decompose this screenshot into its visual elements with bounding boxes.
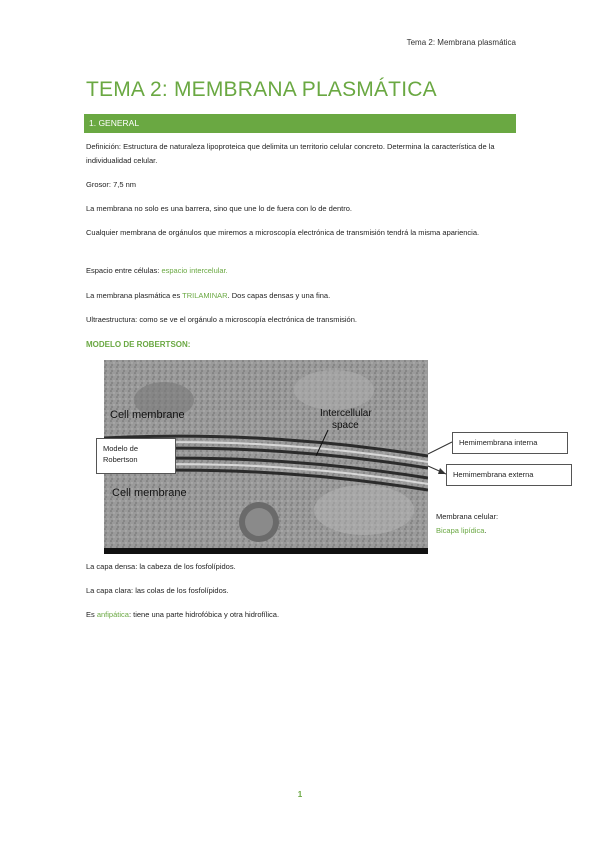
running-header: Tema 2: Membrana plasmática — [406, 38, 516, 47]
trilaminar-highlight: TRILAMINAR — [182, 291, 228, 300]
definition-text: Estructura de naturaleza lipoproteica que delimita un territorio celular concreto. Determina la característica de la individualidad celular. — [86, 142, 495, 165]
amphipathic-prefix: Es — [86, 610, 97, 619]
intercellular-highlight: espacio intercelular. — [161, 266, 228, 275]
callout-robertson: Modelo de Robertson — [96, 438, 176, 474]
robertson-subheading: MODELO DE ROBERTSON: — [86, 340, 191, 349]
arrow-head-externa — [438, 468, 446, 474]
organelles-paragraph: Cualquier membrana de orgánulos que miremos a microscopía electrónica de transmisión tendrá la misma apariencia. — [86, 228, 480, 237]
intercellular-label: Intercellular — [320, 408, 372, 419]
thickness-label: Grosor: — [86, 180, 112, 189]
amphipathic-highlight: anfipática — [96, 610, 129, 619]
trilaminar-paragraph — [86, 289, 516, 303]
space-label: space — [332, 420, 359, 431]
section-label: 1. GENERAL — [89, 118, 140, 128]
amphipathic-suffix: : tiene una parte hidrofóbica y otra hidrofílica. — [128, 610, 280, 619]
light-layer-paragraph: La capa clara: las colas de los fosfolípidos. — [86, 586, 229, 595]
cell-membrane-label-bottom: Cell membrane — [112, 487, 187, 499]
page-title: TEMA 2: MEMBRANA PLASMÁTICA — [86, 78, 437, 101]
trilaminar-prefix: La membrana plasmática es — [86, 291, 183, 300]
arrow-hemi-interna — [428, 442, 452, 454]
side-note-highlight: Bicapa lipídica — [436, 526, 485, 535]
section-bar — [84, 114, 516, 133]
side-note — [436, 510, 516, 538]
cell-membrane-label-top: Cell membrane — [110, 409, 185, 421]
intercellular-paragraph — [86, 264, 516, 278]
dense-layer-paragraph: La capa densa: la cabeza de los fosfolípidos. — [86, 562, 236, 571]
arrow-hemi-externa — [428, 466, 446, 474]
barrier-paragraph: La membrana no solo es una barrera, sino que une lo de fuera con lo de dentro. — [86, 204, 353, 213]
intercellular-prefix: Espacio entre células: — [86, 266, 162, 275]
thickness-value: 7,5 nm — [111, 180, 137, 189]
side-note-suffix: . — [484, 526, 487, 535]
callout-hemimembrana-interna: Hemimembrana interna — [452, 432, 568, 454]
side-note-prefix: Membrana celular: — [436, 512, 499, 521]
definition-paragraph — [86, 140, 516, 168]
callout-hemimembrana-externa: Hemimembrana externa — [446, 464, 572, 486]
trilaminar-suffix: . Dos capas densas y una fina. — [227, 291, 331, 300]
page-number: 1 — [297, 790, 303, 799]
ultrastructure-paragraph: Ultraestructura: como se ve el orgánulo a microscopía electrónica de transmisión. — [86, 315, 357, 324]
definition-label: Definición: — [86, 142, 122, 151]
amphipathic-paragraph — [86, 608, 516, 622]
thickness-paragraph — [86, 178, 516, 192]
